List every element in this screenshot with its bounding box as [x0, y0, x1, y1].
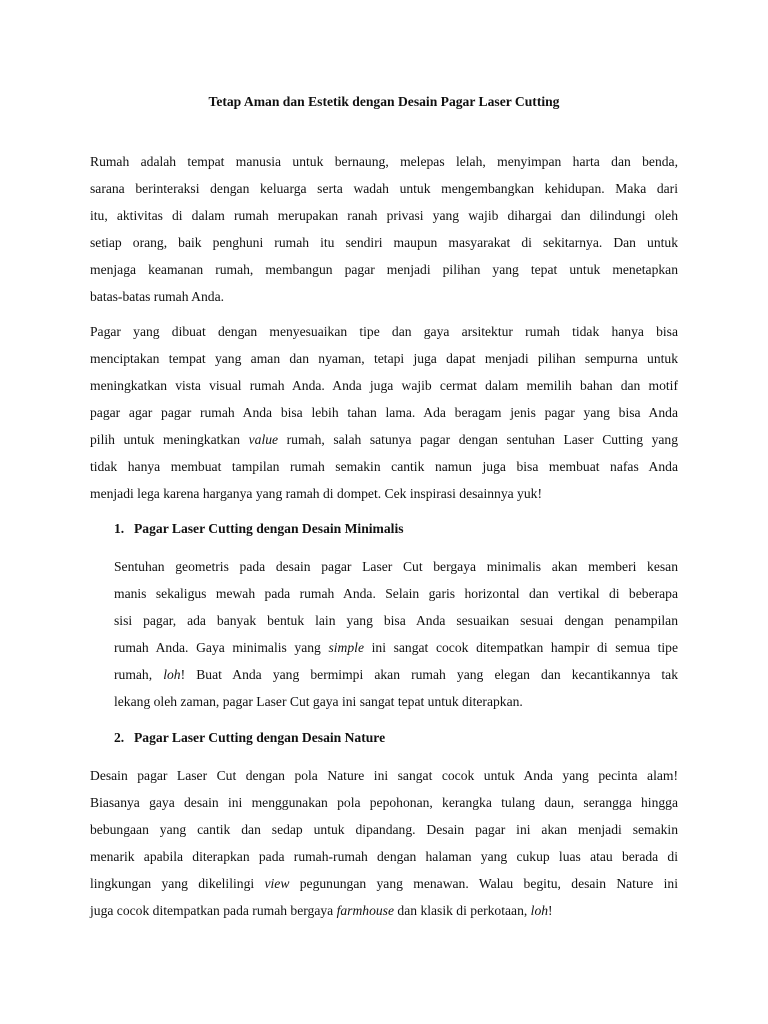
paragraph-line: itu, aktivitas di dalam rumah merupakan ranah privasi yang wajib dihargai dan dilindungi oleh — [90, 208, 678, 223]
paragraph-line: menjadi lega karena harganya yang ramah di dompet. Cek inspirasi desainnya yuk! — [90, 486, 542, 501]
italic-term: loh — [163, 667, 181, 682]
list-number: 2. — [114, 730, 125, 745]
text-run: rumah, salah satunya pagar dengan sentuhan Laser Cutting yang — [278, 432, 678, 447]
italic-term: simple — [328, 640, 364, 655]
paragraph-pagar — [90, 318, 678, 507]
paragraph-line: sarana berinteraksi dengan keluarga serta wadah untuk mengembangkan kehidupan. Maka dari — [90, 181, 678, 196]
section-heading-minimalis — [114, 520, 404, 538]
paragraph-line: manis sekaligus mewah pada rumah Anda. Selain garis horizontal dan vertikal di beberapa — [114, 586, 678, 601]
paragraph-line: batas-batas rumah Anda. — [90, 289, 225, 304]
text-run: dan klasik di perkotaan, — [394, 903, 531, 918]
paragraph-line: lekang oleh zaman, pagar Laser Cut gaya ini sangat tepat untuk diterapkan. — [114, 694, 523, 709]
section-heading-nature — [114, 729, 385, 747]
paragraph-line: Pagar yang dibuat dengan menyesuaikan tipe dan gaya arsitektur rumah tidak hanya bisa — [90, 324, 678, 339]
paragraph-line: meningkatkan vista visual rumah Anda. Anda juga wajib cermat dalam memilih bahan dan motif — [90, 378, 678, 393]
paragraph-line: setiap orang, baik penghuni rumah itu sendiri maupun masyarakat di sekitarnya. Dan untuk — [90, 235, 678, 250]
paragraph-line: Rumah adalah tempat manusia untuk bernaung, melepas lelah, menyimpan harta dan benda, — [90, 154, 678, 169]
list-number: 1. — [114, 521, 125, 536]
paragraph-line: menciptakan tempat yang aman dan nyaman, tetapi juga dapat menjadi pilihan sempurna untuk — [90, 351, 678, 366]
paragraph-line: Desain pagar Laser Cut dengan pola Nature ini sangat cocok untuk Anda yang pecinta alam! — [90, 768, 678, 783]
text-run: rumah Anda. Gaya minimalis yang — [114, 640, 329, 655]
italic-term: farmhouse — [336, 903, 395, 918]
text-run: pilih untuk meningkatkan — [90, 432, 249, 447]
paragraph-line: bebungaan yang cantik dan sedap untuk dipandang. Desain pagar ini akan menjadi semakin — [90, 822, 678, 837]
text-run: ! Buat Anda yang bermimpi akan rumah yang elegan dan kecantikannya tak — [180, 667, 678, 682]
text-run: lingkungan yang dikelilingi — [90, 876, 265, 891]
paragraph-line — [90, 897, 678, 924]
paragraph-intro — [90, 148, 678, 310]
italic-term: loh — [530, 903, 549, 918]
text-run: juga cocok ditempatkan pada rumah bergaya — [90, 903, 337, 918]
paragraph-line: Biasanya gaya desain ini menggunakan pola pepohonan, kerangka tulang daun, serangga hingga — [90, 795, 678, 810]
paragraph-minimalis — [114, 553, 678, 715]
paragraph-line: pagar agar pagar rumah Anda bisa lebih tahan lama. Ada beragam jenis pagar yang bisa Anda — [90, 405, 678, 420]
paragraph-line: tidak hanya membuat tampilan rumah semakin cantik namun juga bisa membuat nafas Anda — [90, 459, 678, 474]
heading-text: Pagar Laser Cutting dengan Desain Minimalis — [134, 521, 404, 536]
paragraph-line — [90, 426, 678, 453]
paragraph-line: sisi pagar, ada banyak bentuk lain yang bisa Anda sesuaikan sesuai dengan penampilan — [114, 613, 678, 628]
paragraph-line — [90, 870, 678, 897]
paragraph-line: menjaga keamanan rumah, membangun pagar menjadi pilihan yang tepat untuk menetapkan — [90, 262, 678, 277]
text-run: pegunungan yang menawan. Walau begitu, desain Nature ini — [289, 876, 678, 891]
italic-term: view — [264, 876, 290, 891]
italic-term: value — [248, 432, 279, 447]
paragraph-line — [114, 634, 678, 661]
paragraph-nature — [90, 762, 678, 924]
paragraph-line — [114, 661, 678, 688]
heading-text: Pagar Laser Cutting dengan Desain Nature — [134, 730, 386, 745]
paragraph-line: Sentuhan geometris pada desain pagar Laser Cut bergaya minimalis akan memberi kesan — [114, 559, 678, 574]
paragraph-line: menarik apabila diterapkan pada rumah-rumah dengan halaman yang cukup luas atau berada di — [90, 849, 678, 864]
document-title: Tetap Aman dan Estetik dengan Desain Pagar Laser Cutting — [208, 94, 560, 109]
text-run: rumah, — [114, 667, 164, 682]
text-run: ! — [548, 903, 553, 918]
text-run: ini sangat cocok ditempatkan hampir di semua tipe — [363, 640, 678, 655]
